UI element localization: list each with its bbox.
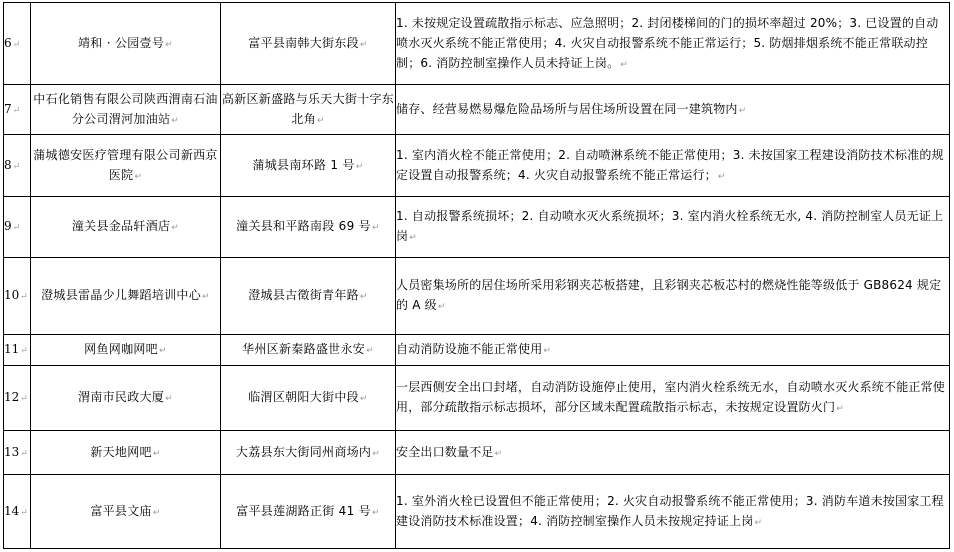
- unit-name: 蒲城德安医疗管理有限公司新西京医院: [33, 147, 218, 182]
- issues-cell: [396, 197, 950, 258]
- row-number: 9: [4, 219, 12, 233]
- address-cell: [221, 335, 396, 366]
- row-number-cell: [4, 431, 31, 475]
- paragraph-mark-icon: ↵: [620, 59, 629, 70]
- unit-name: 网鱼网咖网吧: [84, 342, 158, 356]
- paragraph-mark-icon: ↵: [409, 233, 417, 243]
- address-cell: [221, 475, 396, 549]
- paragraph-mark-icon: ↵: [152, 448, 161, 459]
- row-number: 10: [4, 288, 20, 302]
- address: 高新区新盛路与乐天大街十字东北角: [221, 91, 395, 126]
- unit-name: 靖和 · 公园壹号: [78, 35, 165, 50]
- address-cell: [221, 366, 396, 431]
- paragraph-mark-icon: ↵: [165, 394, 173, 404]
- address-cell: [221, 431, 396, 475]
- paragraph-mark-icon: ↵: [366, 346, 374, 356]
- paragraph-mark-icon: ↵: [494, 448, 503, 459]
- row-number: 7: [4, 101, 12, 116]
- paragraph-mark-icon: ↵: [20, 448, 28, 459]
- paragraph-mark-icon: ↵: [202, 292, 210, 302]
- row-number-cell: [4, 335, 31, 366]
- paragraph-mark-icon: ↵: [717, 171, 726, 182]
- row-number-cell: [4, 366, 31, 431]
- issues-cell: [396, 135, 950, 197]
- address-cell: [221, 135, 396, 197]
- row-number: 11: [4, 342, 20, 356]
- issues-text: 自动消防设施不能正常使用: [396, 342, 543, 356]
- paragraph-mark-icon: ↵: [12, 161, 21, 172]
- paragraph-mark-icon: ↵: [171, 115, 180, 126]
- issues-cell: [396, 335, 950, 366]
- paragraph-mark-icon: ↵: [20, 346, 28, 356]
- paragraph-mark-icon: ↵: [12, 39, 21, 50]
- hazard-table: [3, 2, 950, 549]
- paragraph-mark-icon: ↵: [754, 517, 763, 528]
- paragraph-mark-icon: ↵: [12, 223, 21, 233]
- row-number: 6: [4, 35, 12, 50]
- issues-cell: [396, 475, 950, 549]
- row-number-cell: [4, 258, 31, 335]
- table-row: [4, 335, 950, 366]
- unit-name-cell: [31, 3, 221, 85]
- paragraph-mark-icon: ↵: [836, 404, 844, 414]
- address-cell: [221, 85, 396, 135]
- issues-text: 1. 自动报警系统损坏；2. 自动喷水灭火系统损坏；3. 室内消火栓系统无水, 4. 消防控制室人员无证上岗: [396, 209, 944, 243]
- paragraph-mark-icon: ↵: [738, 105, 747, 116]
- row-number: 14: [4, 503, 20, 518]
- paragraph-mark-icon: ↵: [20, 507, 28, 518]
- unit-name-cell: [31, 197, 221, 258]
- paragraph-mark-icon: ↵: [12, 105, 21, 116]
- issues-text: 1. 室内消火栓不能正常使用；2. 自动喷淋系统不能正常使用；3. 未按国家工程建设消防技术标准的规定设置自动报警系统；4. 火灾自动报警系统不能正常运行；: [396, 147, 944, 182]
- address: 大荔县东大街同州商场内: [235, 444, 372, 459]
- paragraph-mark-icon: ↵: [437, 302, 446, 312]
- table-row: [4, 197, 950, 258]
- issues-cell: [396, 431, 950, 475]
- unit-name-cell: [31, 431, 221, 475]
- paragraph-mark-icon: ↵: [158, 346, 167, 356]
- paragraph-mark-icon: ↵: [20, 394, 28, 404]
- row-number-cell: [4, 475, 31, 549]
- issues-text: 1. 未按规定设置疏散指示标志、应急照明；2. 封闭楼梯间的门的损坏率超过 20%；3. 已设置的自动喷水灭火系统不能正常使用；4. 火灾自动报警系统不能正常运行；5. 防烟排烟系统不能正常联动控制；6. 消防控制室操作人员未持证上岗。: [396, 15, 939, 70]
- unit-name-cell: [31, 475, 221, 549]
- issues-text: 1. 室外消火栓已设置但不能正常使用；2. 火灾自动报警系统不能正常使用；3. 消防车道未按国家工程建设消防技术标准设置；4. 消防控制室操作人员未按规定持证上岗: [396, 493, 944, 528]
- issues-cell: [396, 258, 950, 335]
- unit-name-cell: [31, 335, 221, 366]
- address: 澄城县古徵街青年路: [248, 288, 359, 302]
- unit-name-cell: [31, 135, 221, 197]
- paragraph-mark-icon: ↵: [359, 39, 368, 50]
- address-cell: [221, 258, 396, 335]
- paragraph-mark-icon: ↵: [152, 507, 161, 518]
- unit-name: 渭南市民政大厦: [78, 390, 165, 404]
- paragraph-mark-icon: ↵: [316, 115, 325, 126]
- paragraph-mark-icon: ↵: [359, 394, 368, 404]
- table-row: [4, 431, 950, 475]
- table-row: [4, 135, 950, 197]
- address-cell: [221, 197, 396, 258]
- paragraph-mark-icon: ↵: [355, 161, 364, 172]
- hazard-table-body: [4, 3, 950, 549]
- table-row: [4, 366, 950, 431]
- row-number: 12: [4, 390, 20, 404]
- paragraph-mark-icon: ↵: [543, 346, 552, 356]
- address: 潼关县和平路南段 69 号: [236, 219, 371, 233]
- unit-name-cell: [31, 258, 221, 335]
- table-row: [4, 475, 950, 549]
- row-number-cell: [4, 135, 31, 197]
- issues-cell: [396, 85, 950, 135]
- unit-name: 新天地网吧: [90, 444, 152, 459]
- row-number-cell: [4, 3, 31, 85]
- address: 蒲城县南环路 1 号: [252, 157, 355, 172]
- unit-name-cell: [31, 85, 221, 135]
- paragraph-mark-icon: ↵: [359, 292, 368, 302]
- paragraph-mark-icon: ↵: [165, 39, 173, 50]
- unit-name: 澄城县雷晶少儿舞蹈培训中心: [41, 288, 202, 302]
- row-number-cell: [4, 85, 31, 135]
- paragraph-mark-icon: ↵: [134, 171, 143, 182]
- paragraph-mark-icon: ↵: [171, 223, 180, 233]
- issues-text: 储存、经营易燃易爆危险品场所与居住场所设置在同一建筑物内: [396, 101, 738, 116]
- address: 富平县南韩大街东段: [248, 35, 359, 50]
- row-number: 13: [4, 444, 20, 459]
- unit-name: 潼关县金品轩酒店: [71, 219, 171, 233]
- table-row: [4, 3, 950, 85]
- address: 富平县莲湖路正街 41 号: [236, 503, 371, 518]
- issues-text: 一层西侧安全出口封堵，自动消防设施停止使用，室内消火栓系统无水，自动喷水灭火系统不能正常使用，部分疏散指示标志损坏，部分区域未配置疏散指示标志，未按规定设置防火门: [396, 380, 946, 414]
- row-number-cell: [4, 197, 31, 258]
- paragraph-mark-icon: ↵: [20, 292, 28, 302]
- paragraph-mark-icon: ↵: [372, 448, 381, 459]
- unit-name: 中石化销售有限公司陕西渭南石油分公司渭河加油站: [33, 91, 218, 126]
- unit-name-cell: [31, 366, 221, 431]
- address-cell: [221, 3, 396, 85]
- issues-cell: [396, 366, 950, 431]
- address: 临渭区朝阳大街中段: [248, 390, 359, 404]
- table-row: [4, 258, 950, 335]
- unit-name: 富平县文庙: [90, 503, 152, 518]
- address: 华州区新秦路盛世永安: [242, 342, 366, 356]
- issues-text: 人员密集场所的居住场所采用彩钢夹芯板搭建，且彩钢夹芯板芯村的燃烧性能等级低于 GB8624 规定的 A 级: [396, 278, 942, 312]
- issues-text: 安全出口数量不足: [396, 444, 494, 459]
- paragraph-mark-icon: ↵: [371, 507, 380, 518]
- issues-cell: [396, 3, 950, 85]
- paragraph-mark-icon: ↵: [371, 223, 380, 233]
- row-number: 8: [4, 157, 12, 172]
- table-row: [4, 85, 950, 135]
